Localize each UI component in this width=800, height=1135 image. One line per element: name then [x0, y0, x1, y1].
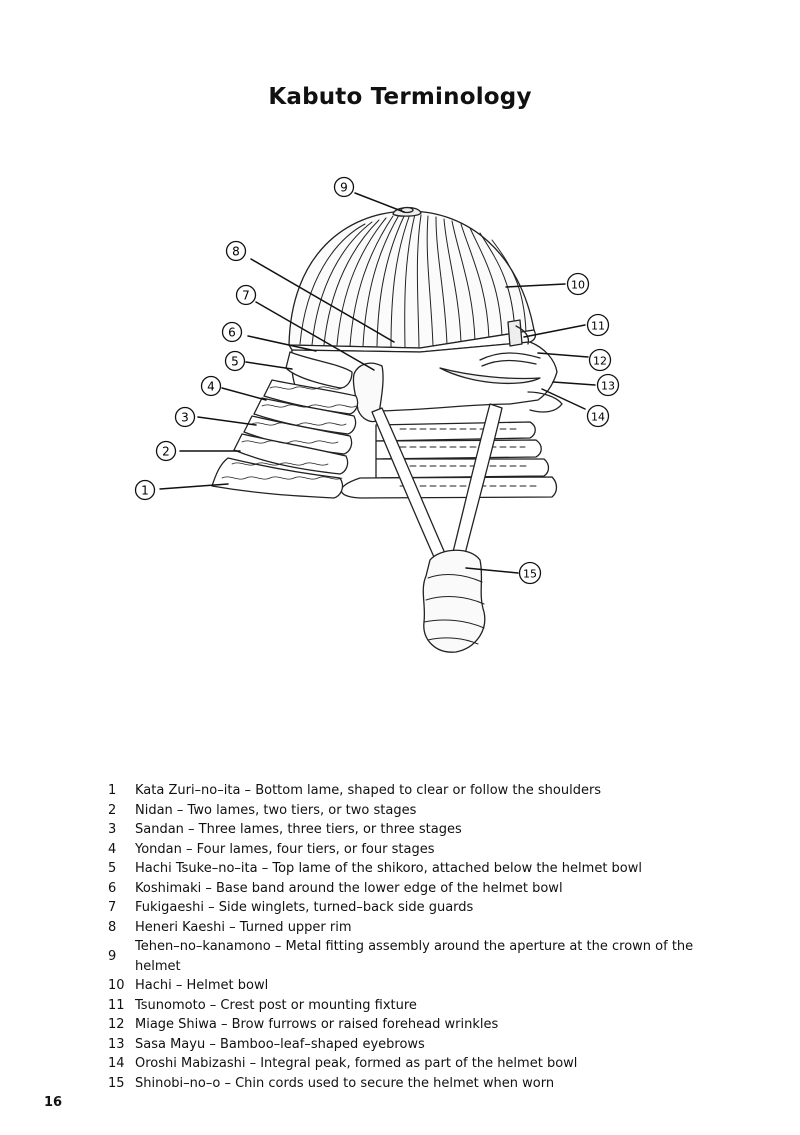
legend-item: [108, 898, 708, 918]
legend-number: 13: [108, 1036, 125, 1052]
legend-number: 6: [108, 880, 117, 896]
callout-5: [226, 352, 245, 371]
svg-text:15: 15: [523, 567, 537, 581]
svg-text:12: 12: [593, 354, 607, 368]
callout-10: [568, 274, 589, 295]
legend-number: 1: [108, 783, 117, 798]
svg-text:1: 1: [141, 483, 149, 498]
legend-number: 5: [108, 861, 117, 876]
legend-item: [108, 1074, 708, 1094]
svg-text:14: 14: [591, 410, 605, 424]
page-number: 16: [44, 1095, 63, 1110]
terminology-legend: [108, 781, 708, 1093]
shikoro-left: [212, 352, 358, 498]
legend-text: Tsunomoto – Crest post or mounting fixture: [135, 997, 417, 1013]
svg-text:10: 10: [571, 278, 585, 292]
callout-8: [227, 242, 246, 261]
svg-text:8: 8: [232, 244, 240, 259]
callout-9: [335, 178, 354, 197]
legend-number: 11: [108, 997, 125, 1013]
legend-text: Tehen–no–kanamono – Metal fitting assembly around the aperture at the crown of the helmet: [135, 939, 694, 974]
svg-text:7: 7: [242, 288, 250, 303]
callout-11: [588, 315, 609, 336]
legend-item: [108, 1015, 708, 1035]
legend-text: Koshimaki – Base band around the lower edge of the helmet bowl: [135, 880, 563, 896]
shikoro-right: [341, 422, 556, 498]
legend-text: Nidan – Two lames, two tiers, or two stages: [135, 802, 417, 818]
callout-1: [136, 481, 155, 500]
legend-number: 15: [108, 1075, 125, 1091]
callout-2: [157, 442, 176, 461]
legend-text: Oroshi Mabizashi – Integral peak, formed as part of the helmet bowl: [135, 1056, 578, 1071]
svg-text:3: 3: [181, 410, 189, 425]
legend-item: [108, 976, 708, 996]
svg-text:13: 13: [601, 379, 615, 393]
legend-text: Hachi Tsuke–no–ita – Top lame of the shikoro, attached below the helmet bowl: [135, 861, 642, 876]
legend-number: 7: [108, 900, 117, 915]
callout-14: [588, 406, 609, 427]
svg-text:5: 5: [231, 354, 239, 369]
svg-text:11: 11: [591, 319, 605, 333]
legend-item: [108, 781, 708, 801]
legend-item: [108, 840, 708, 860]
page-title: Kabuto Terminology: [268, 84, 532, 110]
callout-4: [202, 377, 221, 396]
legend-text: Miage Shiwa – Brow furrows or raised forehead wrinkles: [135, 1017, 499, 1032]
legend-item: [108, 918, 708, 938]
legend-number: 14: [108, 1056, 125, 1071]
legend-item: [108, 801, 708, 821]
legend-item: [108, 1035, 708, 1055]
legend-number: 3: [108, 822, 117, 837]
legend-number: 9: [108, 948, 117, 964]
legend-item: [108, 937, 708, 976]
legend-number: 12: [108, 1017, 125, 1032]
callout-7: [237, 286, 256, 305]
legend-text: Sasa Mayu – Bamboo–leaf–shaped eyebrows: [135, 1036, 425, 1052]
callout-3: [176, 408, 195, 427]
legend-number: 4: [108, 841, 117, 857]
svg-text:6: 6: [228, 325, 236, 340]
legend-text: Fukigaeshi – Side winglets, turned–back side guards: [135, 900, 474, 915]
svg-text:2: 2: [162, 444, 170, 459]
tsunomoto: [508, 320, 522, 346]
legend-text: Kata Zuri–no–ita – Bottom lame, shaped to clear or follow the shoulders: [135, 783, 602, 798]
legend-item: [108, 1054, 708, 1074]
callout-12: [590, 350, 611, 371]
legend-number: 10: [108, 978, 125, 993]
legend-text: Yondan – Four lames, four tiers, or four stages: [135, 841, 435, 857]
legend-text: Shinobi–no–o – Chin cords used to secure the helmet when worn: [135, 1075, 555, 1091]
callout-15: [520, 563, 541, 584]
legend-item: [108, 879, 708, 899]
legend-text: Heneri Kaeshi – Turned upper rim: [135, 919, 352, 935]
legend-number: 2: [108, 802, 117, 818]
legend-number: 8: [108, 919, 117, 935]
svg-text:4: 4: [207, 379, 215, 394]
legend-item: [108, 996, 708, 1016]
legend-item: [108, 859, 708, 879]
legend-text: Sandan – Three lames, three tiers, or three stages: [135, 822, 462, 837]
svg-text:9: 9: [340, 180, 348, 195]
callout-6: [223, 323, 242, 342]
callout-13: [598, 375, 619, 396]
legend-item: [108, 820, 708, 840]
legend-text: Hachi – Helmet bowl: [135, 978, 269, 993]
